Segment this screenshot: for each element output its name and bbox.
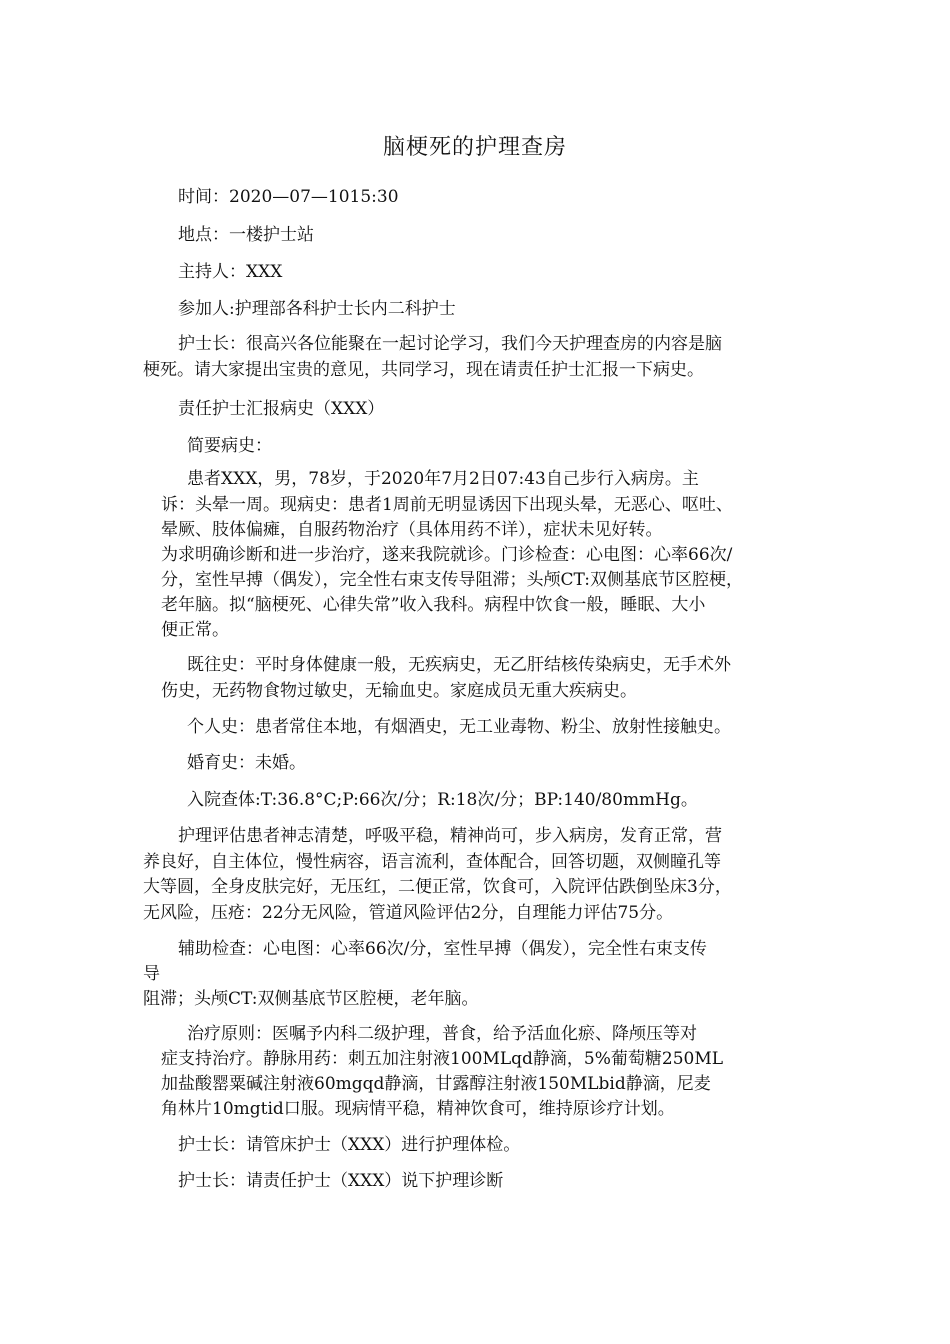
meeting-location: 地点：一楼护士站 [178,225,314,245]
section-heading: 责任护士汇报病史（XXX） [178,399,385,419]
paragraph-line: 个人史：患者常住本地，有烟酒史，无工业毒物、粉尘、放射性接触史。 [187,717,731,737]
paragraph-line: 伤史，无药物食物过敏史，无输血史。家庭成员无重大疾病史。 [161,681,637,701]
paragraph-line: 治疗原则：医嘱予内科二级护理，普食，给予活血化瘀、降颅压等对 [187,1024,697,1044]
paragraph-line: 护理评估患者神志清楚，呼吸平稳，精神尚可，步入病房，发育正常，营 [178,826,722,846]
paragraph-line: 阻滞；头颅CT:双侧基底节区腔梗，老年脑。 [143,989,479,1009]
paragraph-line: 导 [143,964,160,984]
meeting-host: 主持人：XXX [178,262,283,282]
paragraph-line: 角林片10mgtid口服。现病情平稳，精神饮食可，维持原诊疗计划。 [161,1099,675,1119]
section-heading: 简要病史： [187,436,272,456]
paragraph-line: 护士长：请管床护士（XXX）进行护理体检。 [178,1135,521,1155]
paragraph-line: 护士长：请责任护士（XXX）说下护理诊断 [178,1171,504,1191]
paragraph-line: 养良好，自主体位，慢性病容，语言流利，查体配合，回答切题，双侧瞳孔等 [143,852,721,872]
paragraph-line: 辅助检查：心电图：心率66次/分，室性早搏（偶发），完全性右束支传 [178,939,707,959]
paragraph-line: 大等圆，全身皮肤完好，无压红，二便正常，饮食可，入院评估跌倒坠床3分， [143,877,732,897]
paragraph-line: 便正常。 [161,620,229,640]
paragraph-line: 为求明确诊断和进一步治疗，遂来我院就诊。门诊检查：心电图：心率66次/ [161,545,733,565]
paragraph-line: 晕厥、肢体偏瘫，自服药物治疗（具体用药不详），症状未见好转。 [161,520,663,540]
paragraph-line: 梗死。请大家提出宝贵的意见，共同学习，现在请责任护士汇报一下病史。 [143,360,704,380]
meeting-participants: 参加人:护理部各科护士长内二科护士 [178,299,456,319]
paragraph-line: 无风险，压疮：22分无风险，管道风险评估2分，自理能力评估75分。 [143,903,674,923]
paragraph-line: 分，室性早搏（偶发），完全性右束支传导阻滞；头颅CT:双侧基底节区腔梗， [161,570,743,590]
paragraph-line: 诉：头晕一周。现病史：患者1周前无明显诱因下出现头晕，无恶心、呕吐、 [161,495,733,515]
paragraph-line: 患者XXX，男，78岁，于2020年7月2日07:43自己步行入病房。主 [187,469,699,489]
meeting-time: 时间：2020—07—1015:30 [178,187,399,207]
paragraph-line: 老年脑。拟“脑梗死、心律失常”收入我科。病程中饮食一般，睡眠、大小 [161,595,706,615]
paragraph-line: 婚育史：未婚。 [187,753,306,773]
paragraph-line: 入院查体:T:36.8°C;P:66次/分；R:18次/分；BP:140/80mmHg。 [187,790,698,810]
paragraph-line: 既往史：平时身体健康一般，无疾病史，无乙肝结核传染病史，无手术外 [187,655,731,675]
paragraph-line: 护士长：很高兴各位能聚在一起讨论学习，我们今天护理查房的内容是脑 [178,334,722,354]
document-title: 脑梗死的护理查房 [382,135,567,160]
paragraph-line: 症支持治疗。静脉用药：刺五加注射液100MLqd静滴，5%葡萄糖250ML [161,1049,724,1069]
paragraph-line: 加盐酸罂粟碱注射液60mgqd静滴，甘露醇注射液150MLbid静滴，尼麦 [161,1074,711,1094]
